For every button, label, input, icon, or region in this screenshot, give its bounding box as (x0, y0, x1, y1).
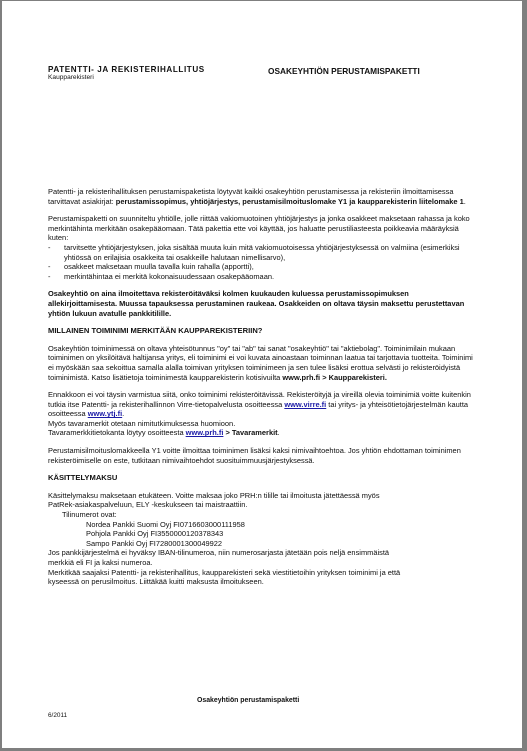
name-check-text-b: tai yritys- ja yhteisötietojärjestelmän kautta osoitteessa (48, 399, 469, 419)
warning-paragraph: Osakeyhtiö on aina ilmoitettava rekisteröitäväksi kolmen kuukauden kuluessa perustamissopimuksen allekirjoittamisesta. Muussa tapauksessa perustaminen raukeaa. Osakkeiden on oltava täysin maksettu perustettavan yhtiön lukuun avatulle pankkitilille. (48, 289, 465, 318)
restriction-item: - osakkeet maksetaan muulla tavalla kuin rahalla (apportti), (48, 262, 478, 272)
footer-date: 6/2011 (48, 712, 68, 719)
name-check-text: Ennakkoon ei voi täysin varmistua siitä, onko toiminimi rekisteröitävissä. Rekisteröityjä ja vireillä olevia toiminimiä voitte kuitenkin tutkia itse Patentti- ja rekisterihallinnon Virre-tietopalvelusta osoitteessa (48, 390, 471, 409)
prh-link[interactable]: www.prh.fi (185, 428, 224, 438)
org-logo (48, 65, 205, 82)
fee-heading: KÄSITTELYMAKSU (48, 473, 118, 483)
ytj-link[interactable]: www.ytj.fi (87, 409, 123, 419)
document-page (2, 1, 522, 748)
fee-line: Jos pankkijärjestelmä ei hyväksy IBAN-tilinumeroa, niin numerosarjasta jätetään pois neljä ensimmäistä (48, 548, 390, 558)
fee-line: Merkitkää saajaksi Patentti- ja rekisterihallitus, kaupparekisteri sekä viestitietoihin yrityksen toiminimi ja että (48, 567, 401, 577)
intro-end: . (463, 196, 466, 206)
fee-line: merkkiä eli FI ja kaksi numeroa. (48, 558, 153, 567)
name-check-paragraph (48, 390, 478, 438)
footer-title: Osakeyhtiön perustamispaketti (197, 697, 300, 704)
restriction-list (48, 243, 478, 281)
prh-kaupparekisteri-link[interactable]: www.prh.fi > Kaupparekisteri. (282, 372, 387, 382)
trademark-link-tail: > Tavaramerkit (223, 428, 278, 438)
bank-account: Pohjola Pankki Oyj FI3550000120378343 (86, 529, 224, 539)
document-title: OSAKEYHTIÖN PERUSTAMISPAKETTI (268, 66, 420, 76)
virre-link[interactable]: www.virre.fi (284, 399, 327, 409)
fee-line: Tilinumerot ovat: (62, 510, 117, 520)
name-rules-paragraph (48, 344, 478, 382)
bank-account: Sampo Pankki Oyj FI7280001300049922 (86, 538, 223, 548)
intro-text: Patentti- ja rekisterihallituksen perustamispaketista löytyvät kaikki osakeyhtiön perustamisessa ja rekisteriin ilmoittamisessa tarvittavat asiakirjat: (48, 187, 454, 206)
bank-account: Nordea Pankki Suomi Oyj FI0716603000111958 (86, 519, 245, 529)
name-check-text-c: . (122, 409, 125, 419)
intro-paragraph (48, 187, 478, 206)
org-unit: Kaupparekisteri (48, 74, 94, 81)
restriction-item: - merkintähintaa ei merkitä kokonaisuudessaan osakepääomaan. (48, 272, 478, 282)
fee-line: PatRek-asiakaspalveluun, ELY -keskukseen tai maistraattiin. (48, 500, 248, 510)
fee-line: kyseessä on perusilmoitus. Liittäkää kuitti maksusta ilmoitukseen. (48, 577, 264, 587)
org-name: PATENTTI- JA REKISTERIHALLITUS (48, 65, 205, 74)
alternatives-paragraph: Perustamisilmoituslomakkeella Y1 voitte ilmoittaa toiminimen lisäksi kaksi nimivaihtoehtoa. Jos yhtiön ehdottaman toiminimen rekisteröimiselle on este, tutkitaan nimivaihtoehdot suosituimmuusjärjestyksessä. (48, 446, 461, 465)
trademark-end: . (277, 428, 280, 438)
trademark-note: Myös tavaramerkit otetaan nimitutkimuksessa huomioon. (48, 418, 236, 428)
activity-heading: MILLAINEN TOIMINIMI MERKITÄÄN KAUPPAREKISTERIIN? (48, 326, 263, 336)
restriction-item: - tarvitsette yhtiöjärjestyksen, joka sisältää muuta kuin mitä vakiomuotoisessa yhtiöjärjestyksessä on valmiina (esimerkiksi yhtiössä on erilajisia osakkeita tai osakkeille halutaan nimellisarvo), (48, 243, 478, 262)
intro-bold: perustamissopimus, yhtiöjärjestys, perustamisilmoituslomake Y1 ja kaupparekisterin liitelomake 1 (115, 196, 464, 206)
trademark-db-text: Tavaramerkkitietokanta löytyy osoitteesta (48, 428, 186, 438)
document-body (48, 187, 478, 587)
fee-line: Käsittelymaksu maksetaan etukäteen. Voitte maksaa joko PRH:n tilille tai ilmoitusta jätettäessä myös (48, 490, 380, 500)
package-use-paragraph: Perustamispaketti on suunniteltu yhtiölle, jolle riittää vakiomuotoinen yhtiöjärjestys ja jonka osakkeet maksetaan rahassa ja koko merkintähinta merkitään osakepääomaan. Tätä pakettia ette voi käyttää, jos haluatte perustiliasteesta poikkeavia määräyksiä kuten: (48, 214, 470, 243)
fee-paragraph (48, 491, 478, 587)
name-rules-text: Osakeyhtiön toiminimessä on oltava yhteisötunnus "oy" tai "ab" tai sanat "osakeyhtiö" tai "aktiebolag". Toiminimilain mukaan toiminimen on yksilöitävä haltijansa yritys, eli toiminimi ei voi kuvata ainoastaan toiminnan laatua tai tarjottavia tuotteita. Toiminimi ei myöskään saa sekoittua samalla alalla toimivan yrityksen toiminimeen ja sen tulee lisäksi erottua selvästi jo rekisteröidyistä toiminimistä. Katso lisätietoja toiminimestä kaupparekisterin kotisivuilta (48, 343, 473, 382)
